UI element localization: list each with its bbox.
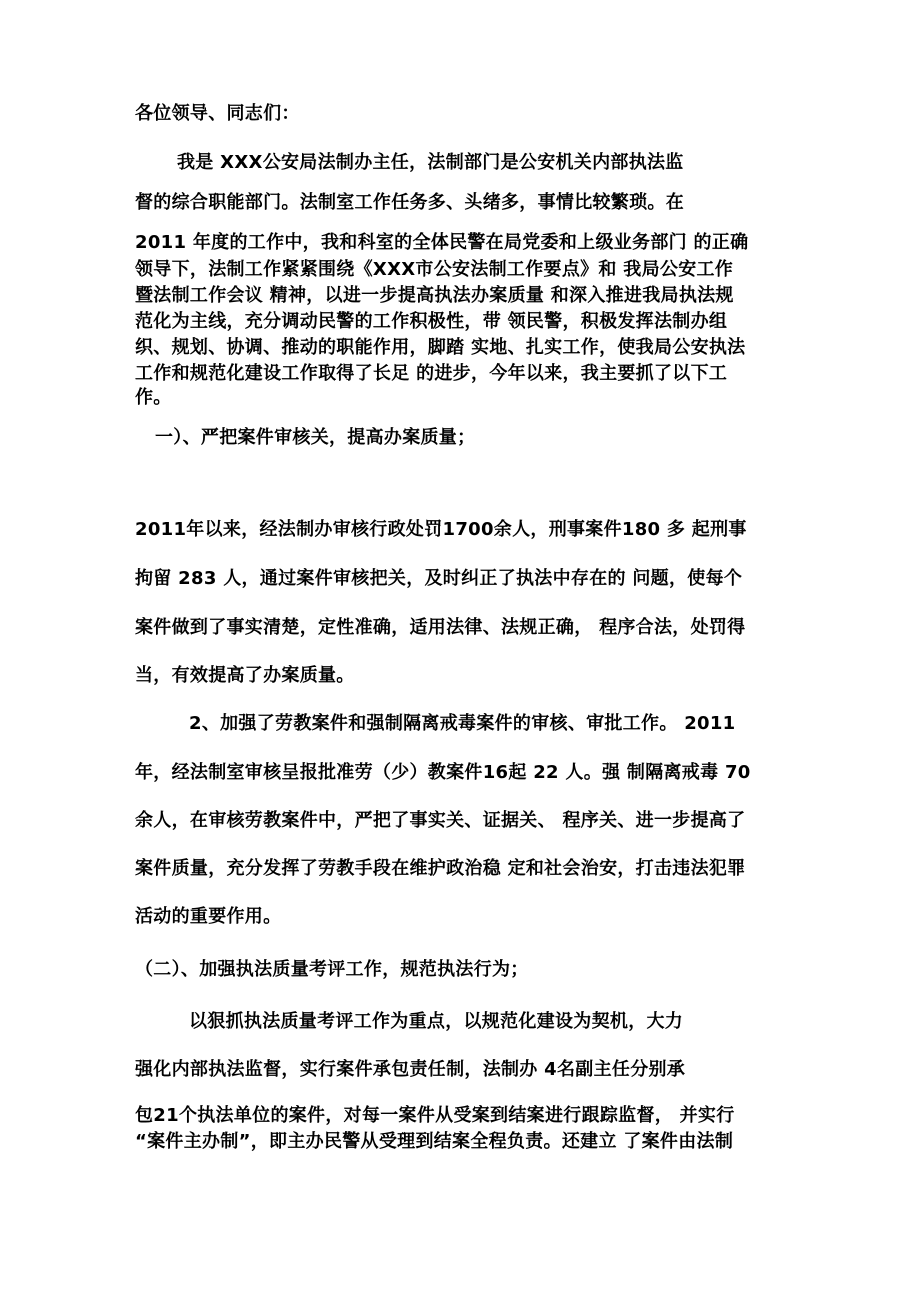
paragraph-line: 2011年以来，经法制办审核行政处罚1700余人，刑事案件180 多 起刑事 <box>135 519 747 540</box>
intro-line: 领导下，法制工作紧紧围绕《XXX市公安法制工作要点》和 我局公安工作 <box>135 259 734 280</box>
paragraph-line: 余人，在审核劳教案件中，严把了事实关、证据关、 程序关、进一步提高了 <box>135 810 746 831</box>
intro-line: 2011 年度的工作中，我和科室的全体民警在局党委和上级业务部门 的正确 <box>135 232 749 253</box>
paragraph-line: 包21个执法单位的案件，对每一案件从受案到结案进行跟踪监督， 并实行 <box>135 1105 735 1126</box>
intro-line: 我是 XXX公安局法制办主任，法制部门是公安机关内部执法监 <box>177 152 684 173</box>
paragraph-line: 以狠抓执法质量考评工作为重点，以规范化建设为契机，大力 <box>189 1011 684 1032</box>
intro-line: 范化为主线，充分调动民警的工作积极性，带 领民警，积极发挥法制办组 <box>135 311 728 332</box>
paragraph-line: 案件质量，充分发挥了劳教手段在维护政治稳 定和社会治安，打击违法犯罪 <box>135 858 746 879</box>
paragraph-line: 活动的重要作用。 <box>135 906 282 927</box>
paragraph-line: 当，有效提高了办案质量。 <box>135 665 355 686</box>
paragraph-line: 2、加强了劳教案件和强制隔离戒毒案件的审核、审批工作。 2011 <box>189 713 736 734</box>
paragraph-line: 强化内部执法监督，实行案件承包责任制，法制办 4名副主任分别承 <box>135 1059 686 1080</box>
intro-line: 作。 <box>135 387 172 408</box>
paragraph-line: 年，经法制室审核呈报批准劳（少）教案件16起 22 人。强 制隔离戒毒 70 <box>135 762 751 783</box>
intro-line: 暨法制工作会议 精神，以进一步提高执法办案质量 和深入推进我局执法规 <box>135 285 734 306</box>
intro-line: 织、规划、协调、推动的职能作用，脚踏 实地、扎实工作，使我局公安执法 <box>135 337 746 358</box>
salutation: 各位领导、同志们： <box>135 103 300 124</box>
intro-line: 督的综合职能部门。法制室工作任务多、头绪多，事情比较繁琐。在 <box>135 192 684 213</box>
paragraph-line: 案件做到了事实清楚，定性准确，适用法律、法规正确， 程序合法，处罚得 <box>135 617 746 638</box>
paragraph-line: 拘留 283 人，通过案件审核把关，及时纠正了执法中存在的 问题，使每个 <box>135 568 743 589</box>
section-heading: 一）、严把案件审核关，提高办案质量； <box>155 427 476 448</box>
section-heading: （二）、加强执法质量考评工作，规范执法行为； <box>135 959 529 980</box>
intro-line: 工作和规范化建设工作取得了长足 的进步，今年以来，我主要抓了以下工 <box>135 363 728 384</box>
paragraph-line: “案件主办制”，即主办民警从受理到结案全程负责。还建立 了案件由法制 <box>135 1131 734 1152</box>
